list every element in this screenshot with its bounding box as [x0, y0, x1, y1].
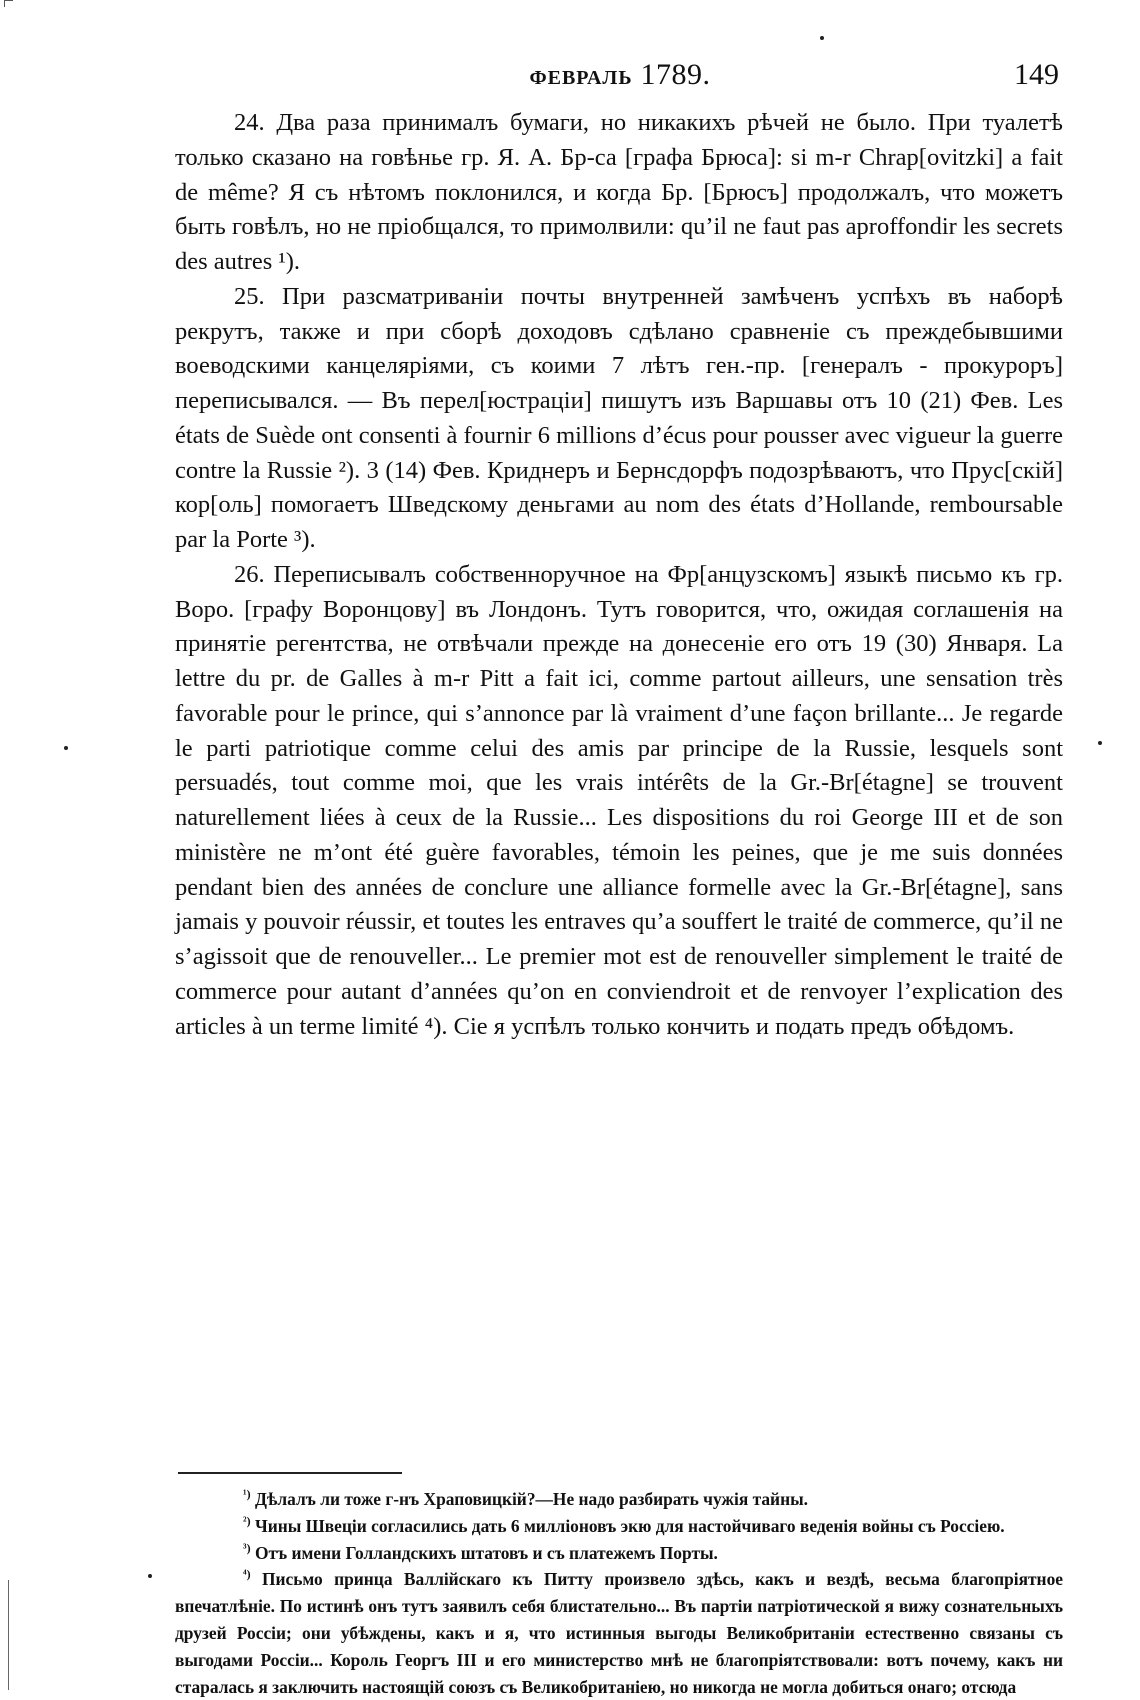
ink-speck: [820, 36, 824, 40]
footnote-1: [175, 1486, 1063, 1513]
page-number: 149: [1014, 58, 1059, 91]
footnote-mark: ¹): [243, 1487, 251, 1502]
footnotes: [175, 1486, 1063, 1700]
corner-scan-mark: [4, 0, 13, 7]
running-title-year: 1789.: [640, 58, 711, 91]
ink-speck: [64, 746, 68, 750]
footnote-mark: ⁴): [243, 1567, 251, 1582]
footnote-3: [175, 1540, 1063, 1567]
main-text: [175, 106, 1063, 1044]
running-title-month: ФЕВРАЛЬ: [529, 67, 633, 89]
ink-speck: [1098, 741, 1102, 745]
running-title: [175, 58, 1065, 92]
paragraph-24: 24. Два раза принималъ бумаги, но никакихъ рѣчей не было. При туалетѣ только сказано на говѣнье гр. Я. А. Бр-са [графа Брюса]: si m-r Chrap[ovitzki] a fait de même? Я съ нѣтомъ поклонился, и когда Бр. [Брюсъ] продолжалъ, что можетъ быть говѣлъ, но не пріобщался, то примолвили: qu’il ne faut pas aproffondir les secrets des autres ¹).: [175, 109, 1063, 275]
paragraph-25: 25. При разсматриваніи почты внутренней замѣченъ успѣхъ въ наборѣ рекрутъ, также и при сборѣ доходовъ сдѣлано сравненіе съ преждебывшими воеводскими канцеляріями, съ коими 7 лѣтъ ген.-пр. [генералъ - прокуроръ] переписывался. — Въ перел[юстраціи] пишутъ изъ Варшавы отъ 10 (21) Фев. Les états de Suède ont consenti à fournir 6 millions d’écus pour pousser avec vigueur la guerre contre la Russie ²). 3 (14) Фев. Криднеръ и Бернсдорфъ подозрѣваютъ, что Прус[скій] кор[оль] помогаетъ Шведскому деньгами au nom des états d’Hollande, remboursable par la Porte ³).: [175, 282, 1063, 553]
footnote-text: Дѣлалъ ли тоже г-нъ Храповицкій?—Не надо разбирать чужія тайны.: [254, 1489, 809, 1509]
footnote-mark: ²): [243, 1514, 251, 1528]
ink-speck: [148, 1574, 152, 1578]
paragraph-26: 26. Переписывалъ собственноручное на Фр[анцузскомъ] языкѣ письмо къ гр. Воро. [графу Воронцову] въ Лондонъ. Тутъ говорится, что, ожидая соглашенія на принятіе регентства, не отвѣчали прежде на донесеніе его отъ 19 (30) Января. La lettre du pr. de Galles à m-r Pitt a fait ici, comme partout ailleurs, une sensation très favorable pour le prince, qui s’annonce par là vraiment d’une façon brillante... Je regarde le parti patriotique comme celui des amis par principe de la Russie, lesquels sont persuadés, tout comme moi, que les vrais intérêts de la Gr.-Br[étagne] se trouvent naturellement liées à ceux de la Russie... Les dispositions du roi George III et de son ministère ne m’ont été guère favorables, témoin les peines, que je me suis données pendant bien des années de conclure une alliance formelle avec la Gr.-Br[étagne], sans jamais y pouvoir réussir, et toutes les entraves qu’a souffert le traité de commerce, qu’il ne s’agissoit que de renouveller... Le premier mot est de renouveller simplement le traité de commerce pour autant d’années qu’on en conviendroit et de renvoyer l’explication des articles à un terme limité ⁴). Сіе я успѣлъ только кончить и подать предъ обѣдомъ.: [175, 560, 1063, 1040]
margin-rule: [8, 1580, 9, 1690]
running-header: [175, 52, 1065, 98]
footnote-4: [175, 1566, 1063, 1700]
footnote-divider: [178, 1472, 402, 1474]
footnote-text: Отъ имени Голландскихъ штатовъ и съ платежемъ Порты.: [254, 1542, 718, 1563]
footnote-text: Письмо принца Валлійскаго къ Питту произвело здѣсь, какъ и вездѣ, весьма благопріятное впечатлѣніе. По истинѣ онъ тутъ заявилъ себя блистательно... Въ партіи патріотической я вижу сознательныхъ друзей Россіи; они убѣждены, какъ и я, что истинныя выгоды Великобританіи естественно связаны съ выгодами Россіи... Король Георгъ III и его министерство мнѣ не благопріятствовали: вотъ почему, какъ ни старалась я заключить настоящій союзъ съ Великобританіею, но никогда не могла добиться онаго; отсюда: [175, 1569, 1063, 1697]
footnote-mark: ³): [243, 1540, 251, 1555]
footnote-text: Чины Швеціи согласились дать 6 милліоновъ экю для настойчиваго веденія войны съ Россіею.: [254, 1515, 1005, 1536]
footnote-2: [175, 1513, 1063, 1540]
